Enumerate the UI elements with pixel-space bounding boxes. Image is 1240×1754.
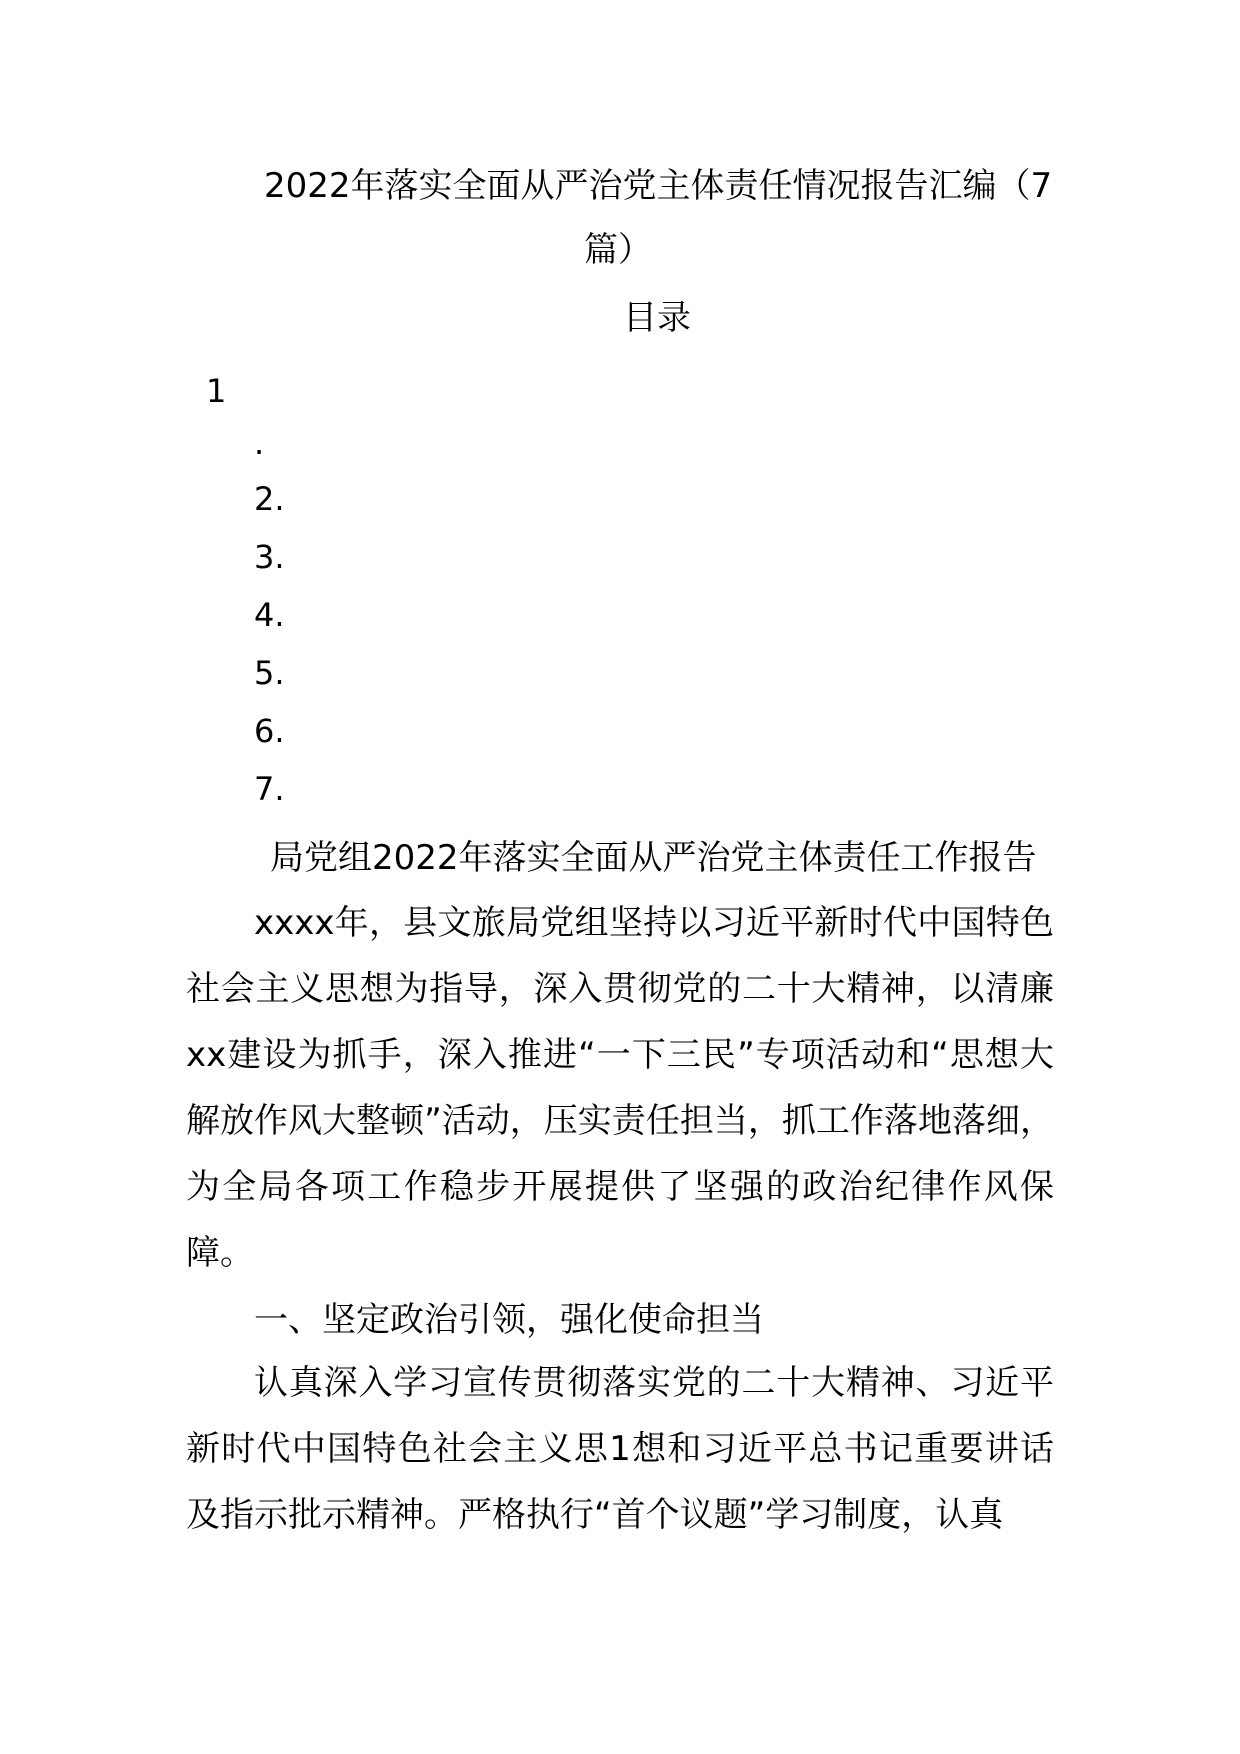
document-title-line-1: 2022年落实全面从严治党主体责任情况报告汇编（7 [264, 166, 1053, 206]
body-paragraph-2: 认真深入学习宣传贯彻落实党的二十大精神、习近平新时代中国特色社会主义思1想和习近平总书记重要讲话及指示批示精神。严格执行“首个议题”学习制度，认真 [186, 1363, 1054, 1535]
toc-item-1: 1 [206, 372, 227, 410]
toc-heading: 目录 [623, 298, 691, 338]
toc-item-5: 5. [254, 654, 285, 692]
toc-item-dot: . [254, 424, 265, 462]
toc-item-2: 2. [254, 480, 285, 518]
toc-item-3: 3. [254, 538, 285, 576]
body-paragraph-1: xxxx年，县文旅局党组坚持以习近平新时代中国特色社会主义思想为指导，深入贯彻党的二十大精神，以清廉xx建设为抓手，深入推进“一下三民”专项活动和“思想大解放作风大整顿”活动，压实责任担当，抓工作落地落细，为全局各项工作稳步开展提供了坚强的政治纪律作风保障。 [186, 903, 1054, 1273]
toc-item-6: 6. [254, 712, 285, 750]
toc-item-4: 4. [254, 596, 285, 634]
report-title: 局党组2022年落实全面从严治党主体责任工作报告 [270, 838, 1037, 878]
toc-item-7: 7. [254, 770, 285, 808]
section-heading-1: 一、坚定政治引领，强化使命担当 [254, 1300, 764, 1340]
document-title-line-2: 篇） [584, 230, 652, 270]
